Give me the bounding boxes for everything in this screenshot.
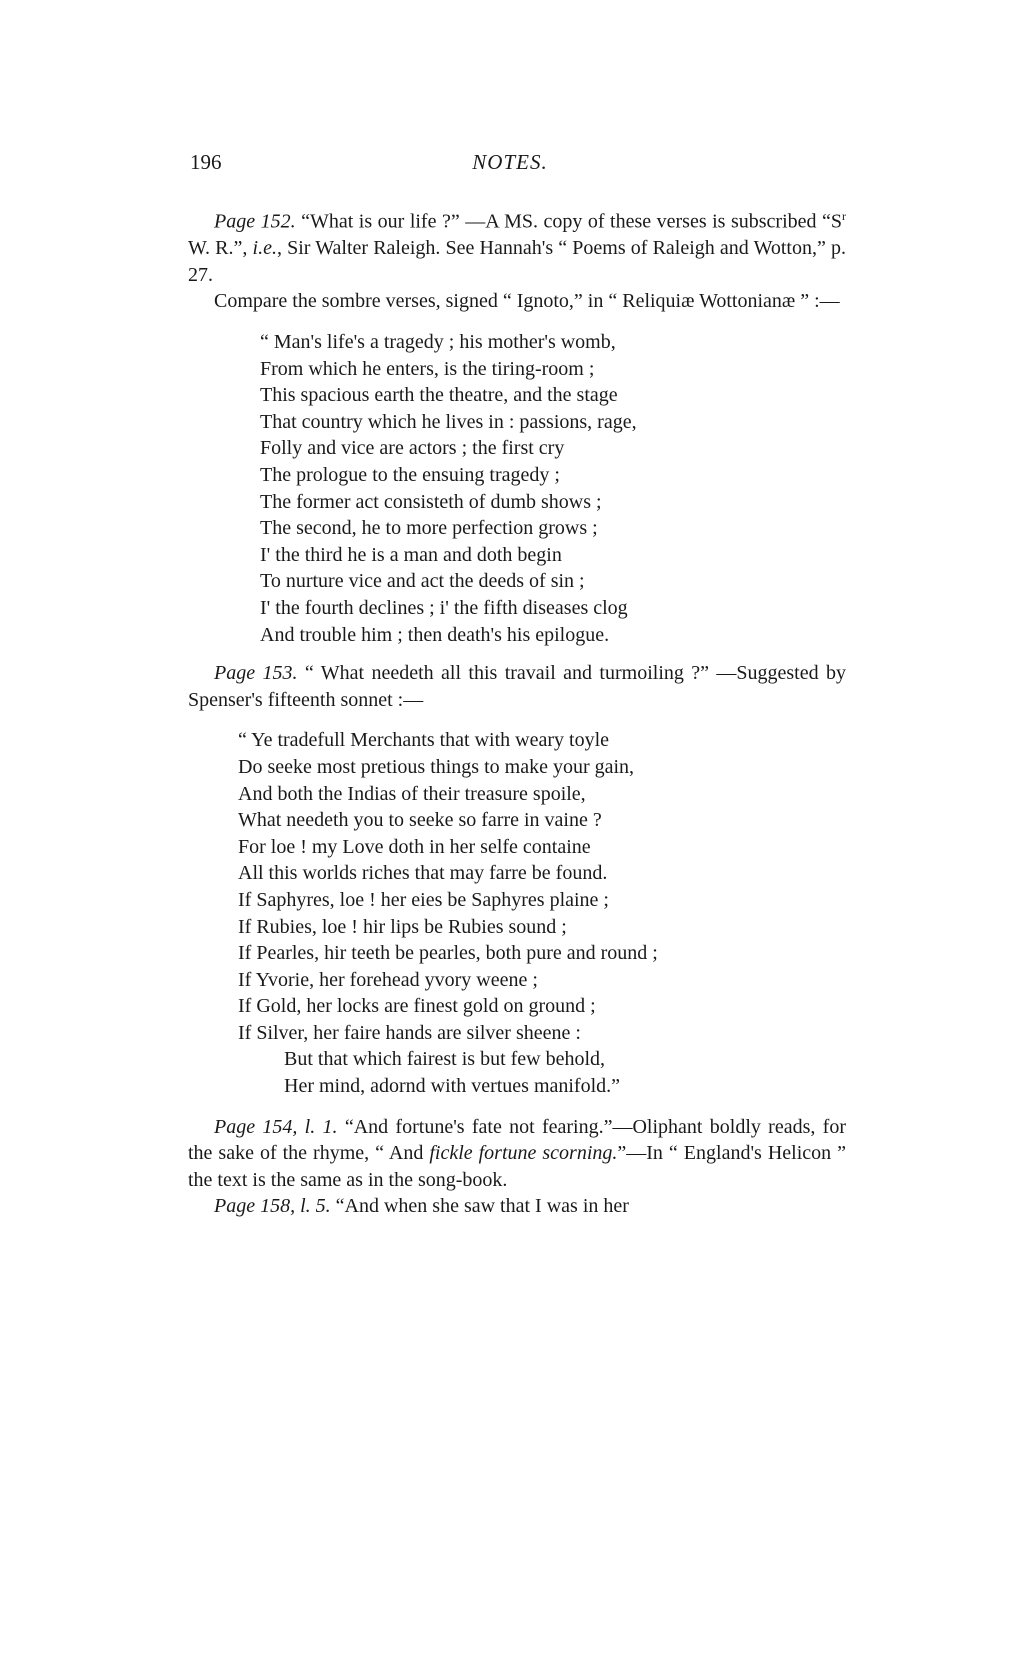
verse-line: All this worlds riches that may farre be found. [238, 862, 608, 885]
verse-spenser-sonnet [188, 727, 846, 1099]
verse-line: If Yvorie, her forehead yvory weene ; [238, 968, 538, 991]
verse-line: And trouble him ; then death's his epilogue. [260, 623, 610, 646]
page-reference: Page 154, l. 1. [214, 1115, 338, 1138]
verse-line: The former act consisteth of dumb shows ; [260, 490, 602, 513]
verse-line: Do seeke most pretious things to make your gain, [238, 755, 635, 778]
page-header [190, 150, 830, 180]
note-page-158 [188, 1193, 846, 1220]
verse-line: Her mind, adornd with vertues manifold.” [284, 1075, 621, 1098]
running-title: NOTES. [472, 150, 548, 174]
verse-line: If Saphyres, loe ! her eies be Saphyres plaine ; [238, 888, 609, 911]
note-text: W. R.”, [188, 237, 253, 260]
page-reference: Page 153. [214, 662, 298, 685]
verse-line: The second, he to more perfection grows ; [260, 517, 598, 540]
verse-line: If Gold, her locks are finest gold on ground ; [238, 995, 596, 1018]
note-text: “And fortune's fate not fearing.”—Oliphant boldly reads, for the sake of the rhyme, “ And [188, 1115, 846, 1165]
page-reference: Page 158, l. 5. [214, 1195, 331, 1218]
verse-ignoto [188, 329, 846, 648]
italic-abbrev: i.e. [252, 237, 277, 260]
note-text: “ What needeth all this travail and turmoiling ?” —Suggested by Spenser's fifteenth sonnet :— [188, 662, 846, 711]
note-page-152 [188, 203, 846, 288]
verse-line: Folly and vice are actors ; the first cry [260, 437, 565, 460]
italic-quote: fickle fortune scorning. [429, 1142, 618, 1165]
verse-line: “ Man's life's a tragedy ; his mother's womb, [260, 331, 616, 354]
verse-line: What needeth you to seeke so farre in vaine ? [238, 809, 602, 832]
page-reference: Page 152. [214, 210, 296, 233]
verse-line: If Silver, her faire hands are silver sheene : [238, 1021, 581, 1044]
verse-line: I' the fourth declines ; i' the fifth diseases clog [260, 596, 628, 619]
notes-body [188, 203, 846, 1220]
verse-line: That country which he lives in : passions, rage, [260, 410, 637, 433]
page-number: 196 [190, 150, 222, 174]
verse-line: “ Ye tradefull Merchants that with weary toyle [238, 729, 610, 752]
note-page-153 [188, 660, 846, 713]
verse-line: I' the third he is a man and doth begin [260, 543, 562, 566]
note-text: ”—In “ England's Helicon ” the text is the same as in the song-book. [188, 1142, 847, 1191]
verse-line: To nurture vice and act the deeds of sin ; [260, 570, 585, 593]
note-text: “And when she saw that I was in her [330, 1195, 629, 1218]
note-text: “What is our life ?” —A MS. copy of these verses is subscribed “S [295, 210, 843, 233]
verse-line: From which he enters, is the tiring-room ; [260, 357, 595, 380]
verse-line: But that which fairest is but few behold, [284, 1048, 606, 1071]
verse-line: For loe ! my Love doth in her selfe containe [238, 835, 591, 858]
compare-paragraph: Compare the sombre verses, signed “ Ignoto,” in “ Reliquiæ Wottonianæ ” :— [214, 290, 840, 313]
verse-line: If Pearles, hir teeth be pearles, both pure and round ; [238, 942, 658, 965]
superscript: r [842, 209, 847, 223]
verse-line: This spacious earth the theatre, and the stage [260, 384, 618, 407]
verse-line: The prologue to the ensuing tragedy ; [260, 464, 560, 486]
verse-line: And both the Indias of their treasure spoile, [238, 782, 586, 805]
note-text: , Sir Walter Raleigh. See Hannah's “ Poems of Raleigh and Wotton,” p. 27. [188, 237, 846, 286]
verse-line: If Rubies, loe ! hir lips be Rubies sound ; [238, 915, 567, 938]
note-page-154 [188, 1114, 846, 1194]
